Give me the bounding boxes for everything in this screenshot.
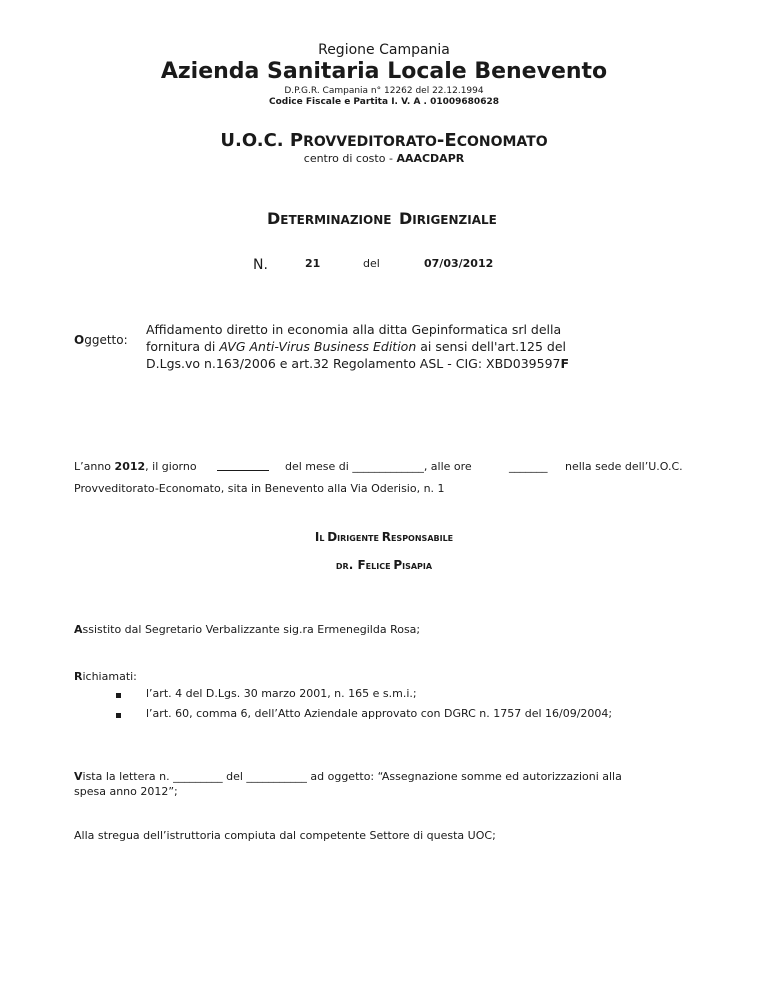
uoc-title	[0, 130, 768, 151]
dirigenziale-title	[399, 209, 497, 228]
centro-label: centro di costo -	[303, 152, 397, 165]
vista-line-1-text: ista la lettera n. _________ del ___________ ad oggetto: “Assegnazione somme ed autorizzazioni alla	[82, 770, 622, 783]
dirigente-title	[0, 530, 768, 544]
richiamati-first: R	[74, 670, 83, 683]
azienda-name: Azienda Sanitaria Locale Benevento	[160, 59, 608, 84]
oggetto-line-2-pre: fornitura di	[146, 339, 220, 354]
vista-paragraph	[74, 769, 694, 799]
determinazione-d: D	[267, 209, 281, 228]
determinazione-title	[267, 209, 391, 228]
anno-pre: L’anno	[74, 460, 115, 473]
oggetto-line-1: Affidamento diretto in economia alla ditta Gepinformatica srl della	[146, 322, 562, 337]
giorno-blank-line	[217, 470, 269, 471]
dirigente-elice: ELICE	[365, 562, 394, 571]
uoc-dash: -	[436, 130, 445, 151]
uoc-e: E	[444, 130, 457, 151]
uoc-p: P	[289, 130, 304, 151]
oggetto-line-3-pre: D.Lgs.vo n.163/2006 e art.32 Regolamento ASL - CIG: XBD039597	[146, 356, 561, 371]
dirigente-esponsabile: ESPONSABILE	[390, 534, 454, 543]
dirigente-r: R	[381, 530, 391, 544]
determinazione-rest: ETERMINAZIONE	[280, 213, 392, 227]
dirigenziale-rest: IRIGENZIALE	[412, 213, 497, 227]
oggetto-line-2-italic: AVG Anti-Virus Business Edition	[219, 339, 417, 354]
bullet-icon	[116, 713, 121, 718]
dirigente-isapia: ISAPIA	[402, 562, 433, 571]
uoc-prefix: U.O.C.	[220, 130, 290, 151]
centro-code: AAACDAPR	[396, 152, 465, 165]
assistito-line	[74, 623, 420, 636]
region-name: Regione Campania	[318, 42, 450, 58]
richiamati-label	[74, 670, 137, 683]
richiamati-rest: ichiamati:	[82, 670, 137, 683]
richiamati-item-2: l’art. 60, comma 6, dell’Atto Aziendale approvato con DGRC n. 1757 del 16/09/2004;	[146, 707, 613, 720]
dirigente-l: L	[319, 534, 328, 543]
vista-line-1	[74, 769, 694, 784]
oggetto-label-first: O	[74, 333, 85, 347]
assistito-first: A	[74, 623, 83, 636]
oggetto-line-2	[146, 338, 601, 355]
dirigente-irigente: IRIGENTE	[337, 534, 382, 543]
stregua-line: Alla stregua dell’istruttoria compiuta dal competente Settore di questa UOC;	[74, 829, 496, 842]
del-label: del	[363, 257, 380, 270]
anno-post: , il giorno	[145, 460, 197, 473]
dirigenziale-d: D	[399, 209, 413, 228]
mese-text: del mese di _____________, alle ore	[285, 460, 472, 473]
oggetto-line-3	[146, 355, 601, 372]
dirigente-name	[0, 558, 768, 572]
sede-text: nella sede dell’U.O.C.	[565, 460, 683, 473]
bullet-icon	[116, 693, 121, 698]
vista-line-2: spesa anno 2012”;	[74, 785, 178, 798]
dirigente-dr: DR	[335, 562, 349, 571]
oggetto-label-rest: ggetto:	[84, 333, 128, 347]
centro-di-costo	[0, 152, 768, 165]
dirigente-i: I	[314, 530, 320, 544]
number-value: 21	[305, 257, 321, 270]
dirigente-dot: .	[348, 558, 358, 572]
dirigente-d: D	[327, 530, 338, 544]
uoc-rovveditorato: ROVVEDITORATO	[303, 134, 437, 150]
richiamati-item-1: l’art. 4 del D.Lgs. 30 marzo 2001, n. 165 e s.m.i.;	[146, 687, 417, 700]
oggetto-label	[74, 333, 128, 347]
anno-value: 2012	[114, 460, 146, 473]
codice-fiscale: Codice Fiscale e Partita I. V. A . 01009680628	[268, 97, 499, 107]
uoc-conomato: CONOMATO	[456, 134, 548, 150]
address-line: Provveditorato-Economato, sita in Benevento alla Via Oderisio, n. 1	[74, 482, 445, 495]
oggetto-line-2-post: ai sensi dell'art.125 del	[416, 339, 567, 354]
assistito-rest: ssistito dal Segretario Verbalizzante sig.ra Ermenegilda Rosa;	[82, 623, 421, 636]
oggetto-text	[146, 321, 601, 372]
anno-text	[74, 460, 197, 473]
oggetto-line-3-bold: F	[560, 356, 570, 371]
vista-first: V	[74, 770, 83, 783]
dirigente-p: P	[393, 558, 403, 572]
dpgr-reference: D.P.G.R. Campania n° 12262 del 22.12.1994	[284, 86, 484, 96]
ore-blank: _______	[509, 460, 548, 473]
determinazione-date: 07/03/2012	[424, 257, 494, 270]
dirigente-f: F	[357, 558, 366, 572]
number-label: N.	[253, 257, 268, 273]
